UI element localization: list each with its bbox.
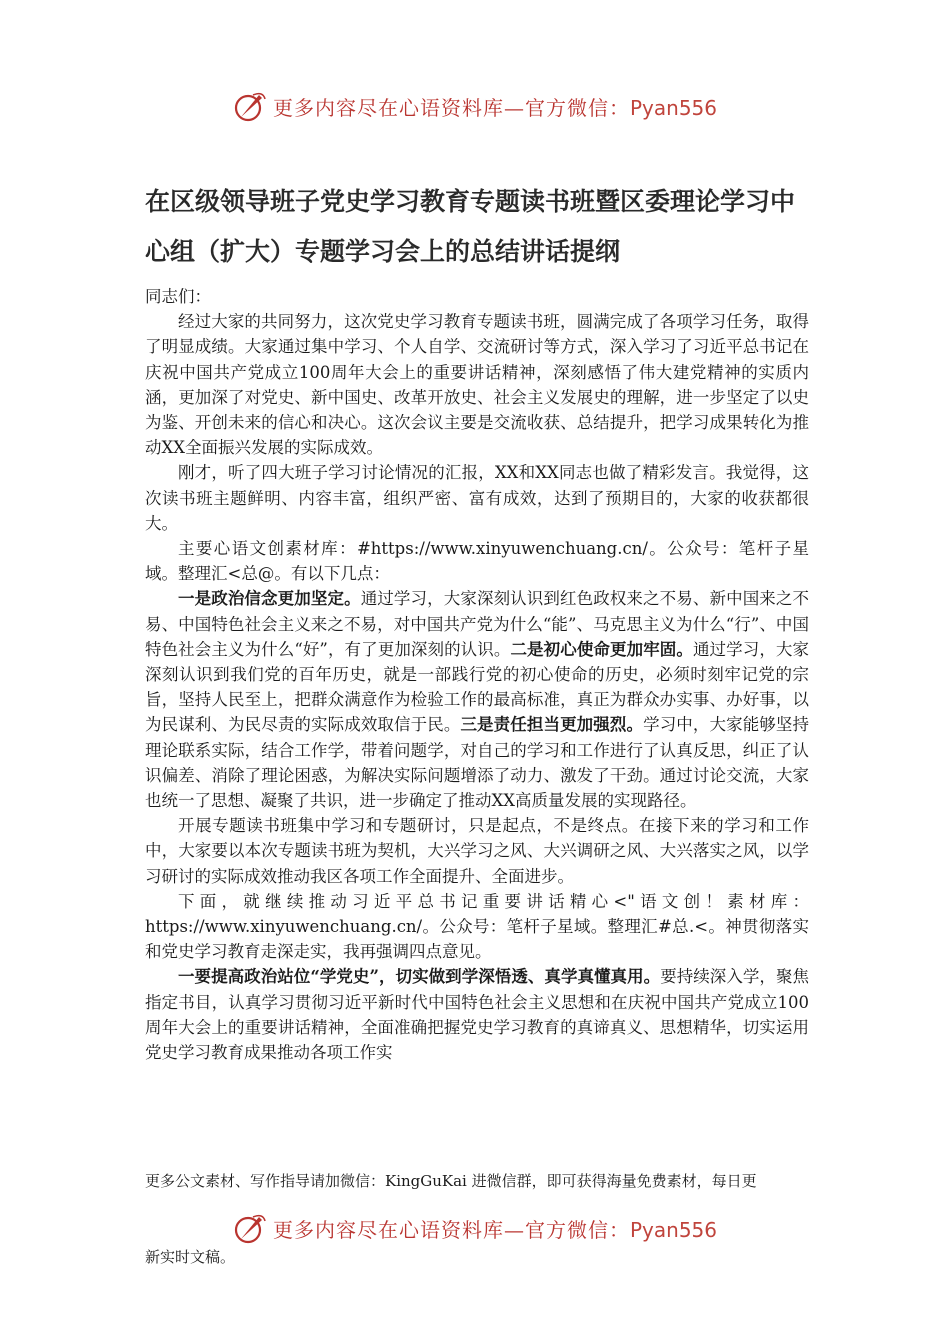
paragraph: 刚才，听了四大班子学习讨论情况的汇报，XX和XX同志也做了精彩发言。我觉得，这次读书班主题鲜明、内容丰富，组织严密、富有成效，达到了预期目的，大家的收获都很大。 [145, 463, 809, 533]
paragraph-achievements: 一是政治信念更加坚定。通过学习，大家深刻认识到红色政权来之不易、新中国来之不易、中国特色社会主义来之不易，对中国共产党为什么“能”、马克思主义为什么“行”、中国特色社会主义为什么“好”，有了更加深刻的认识。二是初心使命更加牢固。通过学习，大家深刻认识到我们党的百年历史，就是一部践行党的初心使命的历史，必须时刻牢记党的宗旨，坚持人民至上，把群众满意作为检验工作的最高标准，真正为群众办实事、办好事，以为民谋利、为民尽责的实际成效取信于民。三是责任担当更加强烈。学习中，大家能够坚持理论联系实际，结合工作学，带着问题学，对自己的学习和工作进行了认真反思，纠正了认识偏差、消除了理论困惑，为解决实际问题增添了动力、激发了干劲。通过讨论交流，大家也统一了思想、凝聚了共识，进一步确定了推动XX高质量发展的实现路径。 [145, 589, 810, 811]
footer-tail: 新实时文稿。 [145, 1248, 236, 1266]
greeting: 同志们： [145, 287, 211, 306]
quill-logo-icon [233, 1211, 267, 1245]
paragraph: 下面，就继续推动习近平总书记重要讲话精心<"语文创！素材库：https://www.xinyuwenchuang.cn/。公众号：笔杆子星域。整理汇#总.<。神贯彻落实和党史学习教育走深走实，我再强调四点意见。 [145, 891, 809, 962]
document-title: 在区级领导班子党史学习教育专题读书班暨区委理论学习中心组（扩大）专题学习会上的总结讲话提纲 [145, 187, 796, 266]
watermark-banner-top [0, 86, 950, 126]
bold-heading: 三是责任担当更加强烈。 [460, 715, 644, 735]
bold-heading: 一是政治信念更加坚定。 [178, 589, 361, 609]
paragraph: 开展专题读书班集中学习和专题研讨，只是起点，不是终点。在接下来的学习和工作中，大家要以本次专题读书班为契机，大兴学习之风、大兴调研之风、大兴落实之风，以学习研讨的实际成效推动我区各项工作全面提升、全面进步。 [145, 816, 809, 886]
watermark-banner-bottom [0, 1208, 950, 1248]
bold-heading: 一要提高政治站位“学党史”，切实做到学深悟透、真学真懂真用。 [178, 967, 661, 987]
paragraph: 主要心语文创素材库：#https://www.xinyuwenchuang.cn/。公众号：笔杆子星域。整理汇<总@。有以下几点： [145, 539, 809, 584]
bold-heading: 二是初心使命更加牢固。 [510, 639, 693, 659]
quill-logo-icon [233, 89, 267, 123]
document-body [145, 284, 809, 1065]
footer-note: 更多公文素材、写作指导请加微信：KingGuKai 进微信群，即可获得海量免费素材，每日更 [145, 1172, 757, 1190]
watermark-text: 更多内容尽在心语资料库—官方微信：Pyan556 [272, 95, 717, 120]
watermark-text: 更多内容尽在心语资料库—官方微信：Pyan556 [272, 1217, 717, 1242]
paragraph-point-one: 一要提高政治站位“学党史”，切实做到学深悟透、真学真懂真用。要持续深入学，聚焦指定书目，认真学习贯彻习近平新时代中国特色社会主义思想和在庆祝中国共产党成立100周年大会上的重要讲话精神，全面准确把握党史学习教育的真谛真义、思想精华，切实运用党史学习教育成果推动各项工作实 [145, 967, 810, 1063]
paragraph: 经过大家的共同努力，这次党史学习教育专题读书班，圆满完成了各项学习任务，取得了明显成绩。大家通过集中学习、个人自学、交流研讨等方式，深入学习了习近平总书记在庆祝中国共产党成立100周年大会上的重要讲话精神，深刻感悟了伟大建党精神的实质内涵，更加深了对党史、新中国史、改革开放史、社会主义发展史的理解，进一步坚定了以史为鉴、开创未来的信心和决心。这次会议主要是交流收获、总结提升，把学习成果转化为推动XX全面振兴发展的实际成效。 [145, 312, 809, 458]
